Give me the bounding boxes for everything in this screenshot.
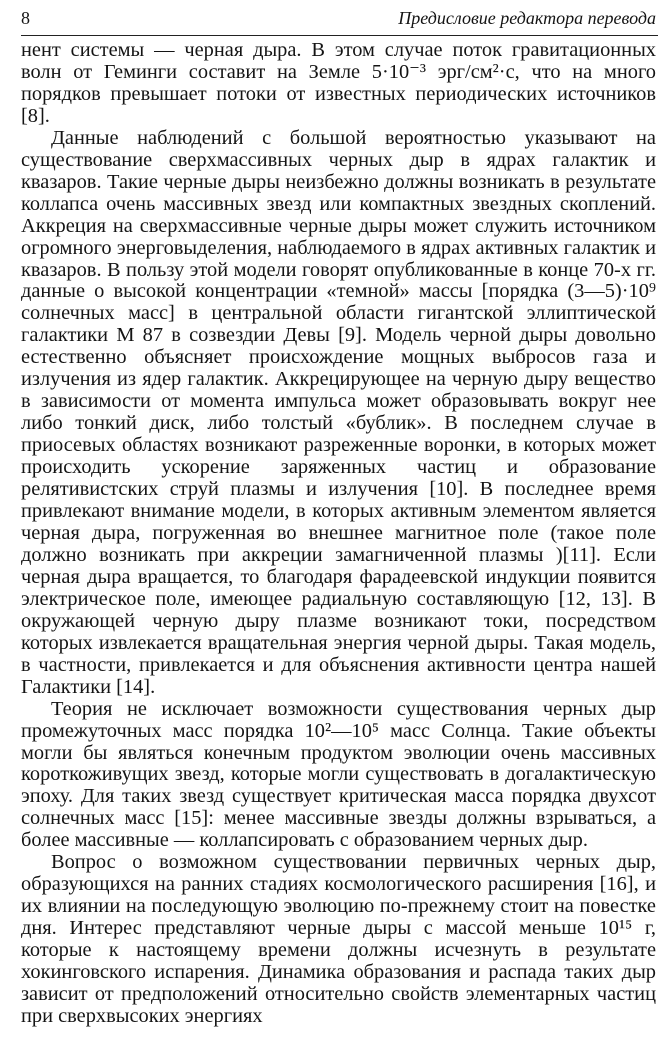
paragraph-continued: нент системы — черная дыра. В этом случае поток гравитационных волн от Геминги составит на Земле 5·10⁻³ эрг/см²·с, что на много порядков превышает потоки от известных периодических источников [8]. [21, 39, 656, 127]
paragraph: Вопрос о возможном существовании первичных черных дыр, образующихся на ранних стадиях космологического расширения [16], и их влиянии на последующую эволюцию по-прежнему стоит на повестке дня. Интерес представляют черные дыры с массой меньше 10¹⁵ г, которые к настоящему времени должны исчезнуть в результате хокинговского испарения. Динамика образования и распада таких дыр зависит от предположений относительно свойств элементарных частиц при сверхвысоких энергиях [21, 851, 656, 1027]
running-title: Предисловие редактора перевода [398, 8, 656, 28]
header-rule [21, 35, 658, 36]
paragraph: Данные наблюдений с большой вероятностью указывают на существование сверхмассивных черных дыр в ядрах галактик и квазаров. Такие черные дыры неизбежно должны возникать в результате коллапса очень массивных звезд или компактных звездных скоплений. Аккреция на сверхмассивные черные дыры может служить источником огромного энерговыделения, наблюдаемого в ядрах активных галактик и квазаров. В пользу этой модели говорят опубликованные в конце 70-х гг. данные о высокой концентрации «темной» массы [порядка (3—5)·10⁹ солнечных масс] в центральной области гигантской эллиптической галактики М 87 в созвездии Девы [9]. Модель черной дыры довольно естественно объясняет происхождение мощных выбросов газа и излучения из ядер галактик. Аккрецирующее на черную дыру веществo в зависимости от момента импульса может образовывать вокруг нее либо тонкий диск, либо толстый «бублик». В последнем случае в приосевых областях возникают разреженные воронки, в которых может происходить ускорение заряженных частиц и образование релятивистских струй плазмы и излучения [10]. В последнее время привлекают внимание модели, в которых активным элементом является черная дыра, погруженная во внешнее магнитное поле (такое поле должно возникать при аккреции замагниченной плазмы )[11]. Если черная дыра вращается, то благодаря фарадеевской индукции появится электрическое поле, имеющее радиальную составляющую [12, 13]. В окружающей черную дыру плазме возникают токи, посредством которых извлекается вращательная энергия черной дыры. Такая модель, в частности, привлекается и для объяснения активности центра нашей Галактики [14]. [21, 126, 656, 698]
page-number: 8 [21, 8, 30, 28]
page-header [21, 0, 656, 36]
body-text [21, 40, 656, 1028]
paragraph: Теория не исключает возможности существования черных дыр промежуточных масс порядка 10²—10⁵ масс Солнца. Такие объекты могли бы являться конечным продуктом эволюции очень массивных короткоживущих звезд, которые могли существовать в догалактическую эпоху. Для таких звезд существует критическая масса порядка двухсот солнечных масс [15]: менее массивные звезды должны взрываться, а более массивные — коллапсировать с образованием черных дыр. [21, 697, 656, 852]
